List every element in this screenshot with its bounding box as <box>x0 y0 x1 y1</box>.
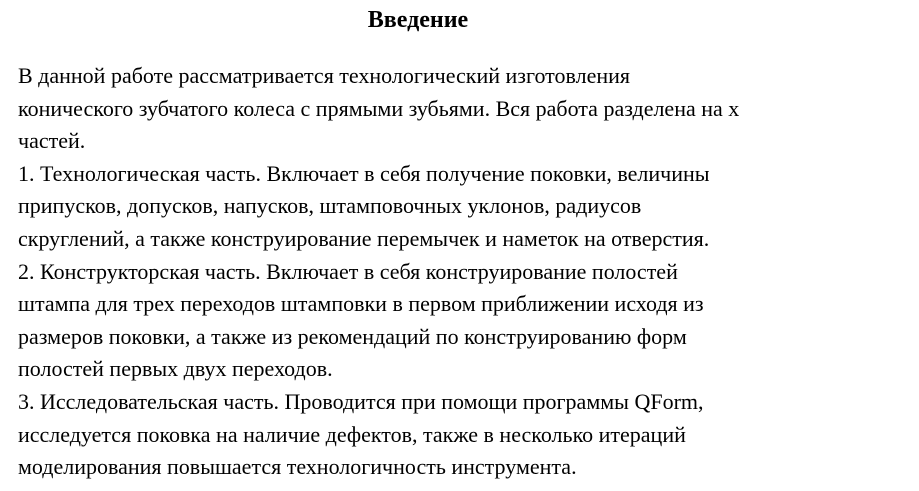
text-line: скруглений, а также конструирование перемычек и наметок на отверстия. <box>18 225 710 251</box>
text-line: В данной работе рассматривается технологический изготовления <box>18 63 631 88</box>
list-item-research-part: 3. Исследовательская часть. Проводится при помощи программы QForm, <box>18 388 704 414</box>
document-title: Введение <box>367 7 469 33</box>
text-line: полостей первых двух переходов. <box>18 356 333 382</box>
list-item-design-part: 2. Конструкторская часть. Включает в себя конструирование полостей <box>18 258 678 284</box>
text-line: частей. <box>18 128 86 154</box>
list-item-technological-part: 1. Технологическая часть. Включает в себя получение поковки, величины <box>18 160 710 186</box>
text-line: штампа для трех переходов штамповки в первом приближении исходя из <box>18 291 704 317</box>
document-body <box>18 60 908 484</box>
text-line: припусков, допусков, напусков, штамповочных уклонов, радиусов <box>18 193 642 219</box>
text-line: моделирования повышается технологичность инструмента. <box>18 454 577 480</box>
text-line: конического зубчатого колеса с прямыми зубьями. Вся работа разделена на х <box>18 95 740 121</box>
text-line: размеров поковки, а также из рекомендаций по конструированию форм <box>18 323 687 349</box>
text-line: исследуется поковка на наличие дефектов, также в несколько итераций <box>18 421 686 447</box>
document-page <box>18 0 908 484</box>
